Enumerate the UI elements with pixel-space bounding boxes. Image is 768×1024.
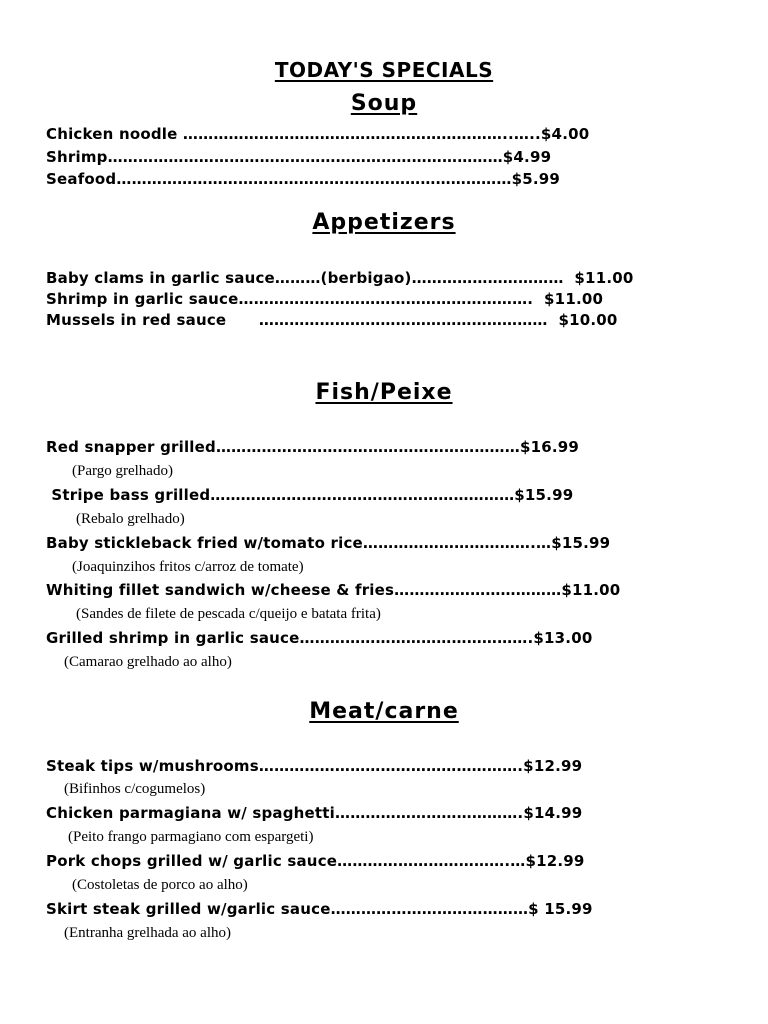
fish-item: Stripe bass grilled……………………………………………………$15.99 (46, 486, 574, 504)
fish-heading: Fish/Peixe (315, 380, 453, 405)
meat-item: Steak tips w/mushrooms…………………………………………….$12.99 (46, 757, 583, 775)
fish-item-translation: (Rebalo grelhado) (76, 511, 185, 527)
meat-item-translation: (Costoletas de porco ao alho) (72, 877, 248, 893)
meat-item: Chicken parmagiana w/ spaghetti……………………………….$14.99 (46, 804, 583, 822)
meat-item-translation: (Entranha grelhada ao alho) (64, 925, 231, 941)
meat-item-translation: (Peito frango parmagiano com espargeti) (68, 829, 314, 845)
meat-heading: Meat/carne (309, 699, 459, 724)
meat-heading-wrap (0, 699, 768, 724)
fish-item-translation: (Sandes de filete de pescada c/queijo e batata frita) (76, 606, 381, 622)
fish-item-translation: (Pargo grelhado) (72, 463, 173, 479)
soup-item: Shrimp……………………………………………………………………$4.99 (46, 148, 552, 166)
appetizers-heading: Appetizers (312, 210, 456, 235)
appetizer-item: Shrimp in garlic sauce…………………………………………………. $11.00 (46, 290, 604, 308)
fish-item: Grilled shrimp in garlic sauce……………………………………….$13.00 (46, 629, 593, 647)
meat-item-translation: (Bifinhos c/cogumelos) (64, 781, 206, 797)
soup-heading-wrap (0, 91, 768, 116)
meat-item: Skirt steak grilled w/garlic sauce…………………………………$ 15.99 (46, 900, 593, 918)
menu-title-wrap (0, 58, 768, 82)
appetizer-item: Baby clams in garlic sauce………(berbigao)………………………… $11.00 (46, 269, 634, 287)
soup-heading: Soup (350, 91, 418, 116)
soup-item: Chicken noodle ………………………………………………………..…..$4.00 (46, 125, 590, 143)
fish-item-translation: (Joaquinzihos fritos c/arroz de tomate) (72, 559, 304, 575)
fish-item: Baby stickleback fried w/tomato rice…………………………….…$15.99 (46, 534, 611, 552)
fish-heading-wrap (0, 380, 768, 405)
menu-title: TODAY'S SPECIALS (274, 58, 494, 82)
fish-item: Whiting fillet sandwich w/cheese & fries……………………………$11.00 (46, 581, 621, 599)
fish-item-translation: (Camarao grelhado ao alho) (64, 654, 232, 670)
soup-item: Seafood……………………………………………………………………$5.99 (46, 170, 561, 188)
fish-item: Red snapper grilled……………………………………………………$16.99 (46, 438, 580, 456)
appetizers-heading-wrap (0, 210, 768, 235)
appetizer-item: Mussels in red sauce ………………………………………………… $10.00 (46, 311, 618, 329)
meat-item: Pork chops grilled w/ garlic sauce…………………………….…$12.99 (46, 852, 585, 870)
